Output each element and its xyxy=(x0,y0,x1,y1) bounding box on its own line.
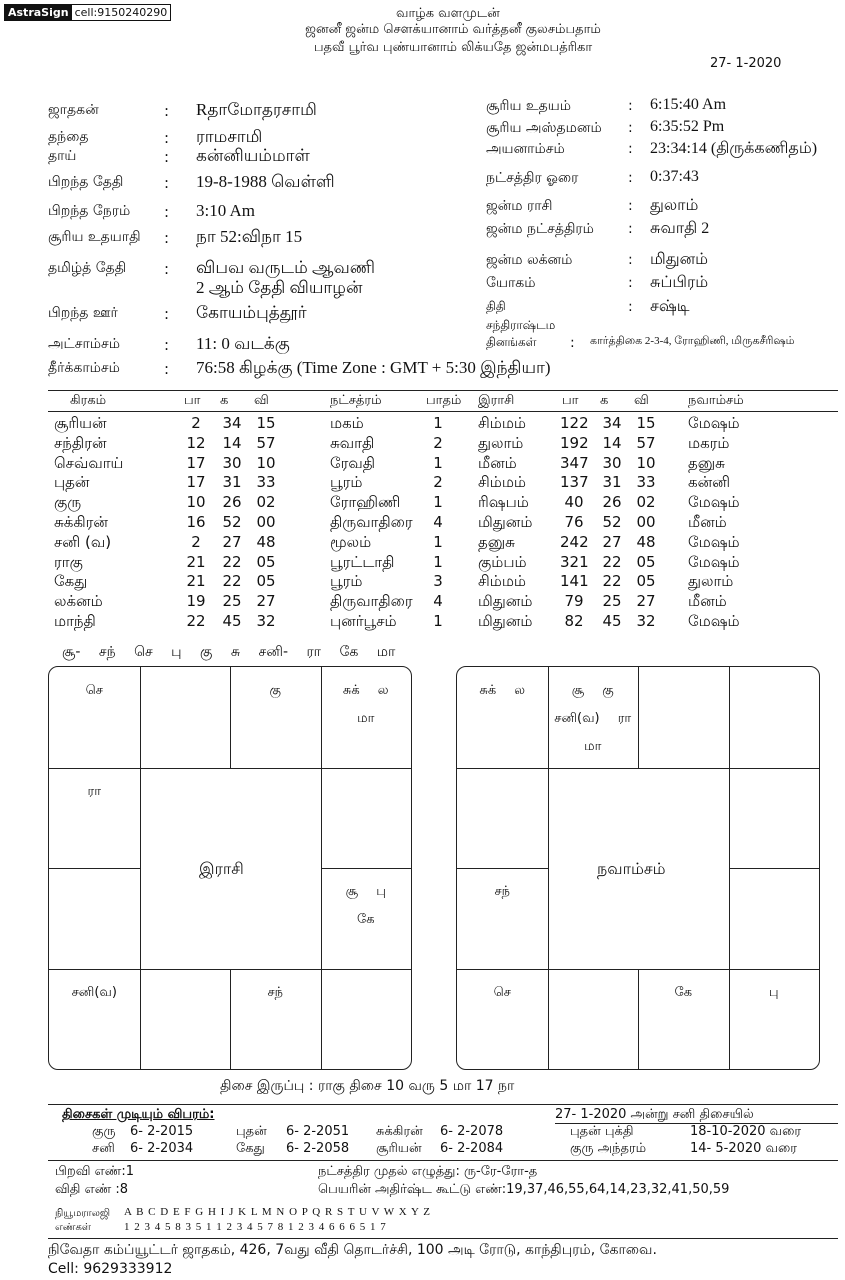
table-cell: 2 xyxy=(191,414,201,432)
detail-value: ராமசாமி xyxy=(196,127,263,146)
chart-box-text: சுக் ல xyxy=(342,683,389,698)
table-cell: மேஷம் xyxy=(688,552,740,571)
table-cell: மேஷம் xyxy=(688,414,740,432)
chart-box-text: சந் xyxy=(494,884,511,899)
brand-logo: AstraSign xyxy=(5,5,72,20)
table-cell: பூரட்டாதி xyxy=(330,552,395,571)
table-cell: 1 xyxy=(433,532,443,551)
detail-value: 23:34:14 (திருக்கணிதம்) xyxy=(650,140,818,157)
table-cell: திருவாதிரை xyxy=(330,513,413,531)
detail-label: தமிழ்த் தேதி xyxy=(48,260,127,276)
chart-box xyxy=(321,683,412,739)
numerology-label: நியூமராலஜி xyxy=(55,1208,111,1219)
dasa-cell: புதன் xyxy=(236,1124,267,1139)
grid-line xyxy=(49,868,140,869)
detail-colon: : xyxy=(164,203,170,221)
detail-colon: : xyxy=(628,252,633,268)
table-cell: சிம்மம் xyxy=(478,572,526,591)
detail-label: சூரிய அஸ்தமனம் xyxy=(486,120,602,136)
detail-label: சூரிய உதயம் xyxy=(486,98,572,114)
table-cell: 25 xyxy=(602,592,622,611)
table-cell: 10 xyxy=(256,453,276,472)
grid-line xyxy=(457,768,819,769)
table-cell: 17 xyxy=(186,453,206,472)
table-cell: திருவாதிரை xyxy=(330,592,413,611)
dasa-cell: கேது xyxy=(236,1141,265,1156)
chart-box-text: மா xyxy=(357,711,375,726)
chart-box-text: சனி(வ) xyxy=(71,984,117,1000)
table-cell: லக்னம் xyxy=(54,592,103,611)
detail-label: ஜன்ம ராசி xyxy=(486,198,553,214)
chart-box-text: சந் xyxy=(267,984,284,1000)
table-cell: 82 xyxy=(564,612,584,630)
rasi-title: இராசி xyxy=(199,859,244,878)
detail-value: விபவ வருடம் ஆவணி xyxy=(196,258,376,277)
table-cell: தனுசு xyxy=(688,453,725,472)
table-cell: 79 xyxy=(564,592,584,611)
chart-box xyxy=(457,884,548,912)
table-cell: 192 xyxy=(560,433,589,452)
detail-label: பிறந்த ஊர் xyxy=(48,305,118,321)
dasa-cell: சுக்கிரன் xyxy=(376,1124,423,1139)
destiny-number: விதி எண் :8 xyxy=(55,1182,129,1197)
grid-line xyxy=(140,667,141,1069)
dasa-cell: 6- 2-2034 xyxy=(130,1141,194,1156)
chart-box xyxy=(548,683,639,767)
detail-colon: : xyxy=(628,98,633,114)
table-cell: 26 xyxy=(602,493,622,512)
footer-cell: Cell: 9629333912 xyxy=(48,1261,173,1277)
table-cell: 22 xyxy=(602,552,622,571)
table-cell: 21 xyxy=(186,572,206,591)
detail-label: ஜன்ம லக்னம் xyxy=(486,252,573,268)
table-cell: மேஷம் xyxy=(688,532,740,551)
table-cell: 1 xyxy=(433,612,443,630)
table-cell: துலாம் xyxy=(478,433,524,452)
chart-box xyxy=(457,985,548,1013)
detail-value: சுப்பிரம் xyxy=(650,274,709,291)
table-cell: 2 xyxy=(191,532,201,551)
table-cell: 27 xyxy=(256,592,276,611)
bhukti-value: 18-10-2020 வரை xyxy=(690,1124,802,1139)
dasa-cell: 6- 2-2084 xyxy=(440,1141,504,1156)
table-cell: 141 xyxy=(560,572,589,591)
table-header: நட்சத்ரம் xyxy=(330,393,382,408)
table-cell: 26 xyxy=(222,493,242,512)
table-cell: 22 xyxy=(602,572,622,591)
table-cell: 2 xyxy=(433,433,443,452)
detail-colon: : xyxy=(164,174,170,192)
detail-colon: : xyxy=(164,229,170,247)
detail-colon: : xyxy=(628,299,633,315)
detail-value: 6:15:40 Am xyxy=(650,96,727,113)
table-header: பா xyxy=(184,393,201,408)
header-date: 27- 1-2020 xyxy=(710,56,782,71)
table-cell: மிதுனம் xyxy=(478,612,533,630)
dasa-cell: 6- 2-2015 xyxy=(130,1124,194,1139)
table-cell: 3 xyxy=(433,572,443,591)
grid-line xyxy=(729,868,820,869)
detail-value: கன்னியம்மாள் xyxy=(196,146,310,165)
chart-box xyxy=(230,985,321,1013)
detail-colon: : xyxy=(628,275,633,291)
table-cell: 45 xyxy=(602,612,622,630)
table-cell: 40 xyxy=(564,493,584,512)
table-cell: கன்னி xyxy=(688,473,731,492)
grid-line xyxy=(457,969,819,970)
dasa-cell: 6- 2-2078 xyxy=(440,1124,504,1139)
table-cell: 05 xyxy=(256,552,276,571)
table-cell: மேஷம் xyxy=(688,612,740,630)
table-cell: குரு xyxy=(54,493,82,512)
table-cell: சூரியன் xyxy=(54,414,107,432)
detail-label: திதி xyxy=(486,299,506,313)
detail-label: அயனாம்சம் xyxy=(486,141,565,157)
dasa-right-heading: 27- 1-2020 அன்று சனி திசையில் xyxy=(555,1107,838,1124)
dasa-cell: 6- 2-2058 xyxy=(286,1141,350,1156)
table-cell: 15 xyxy=(256,414,276,432)
table-cell: ராகு xyxy=(54,552,83,571)
table-cell: மிதுனம் xyxy=(478,592,533,611)
detail-value: 2 ஆம் தேதி வியாழன் xyxy=(196,278,363,297)
table-cell: 4 xyxy=(433,592,443,611)
detail-label: அட்சாம்சம் xyxy=(48,336,121,352)
chart-box xyxy=(457,683,548,711)
table-cell: 22 xyxy=(222,552,242,571)
chart-box-text: சூ கு xyxy=(571,683,614,698)
detail-label: பிறந்த நேரம் xyxy=(48,203,131,219)
detail-label: தந்தை xyxy=(48,129,89,145)
chart-box-text: கு xyxy=(269,683,281,698)
table-cell: மூலம் xyxy=(330,532,372,551)
detail-colon: : xyxy=(164,102,170,120)
header-line-2: ஜனனீ ஜன்ம சௌக்யானாம் வர்த்தனீ குலசம்பதாம் xyxy=(305,22,601,37)
table-cell: 00 xyxy=(636,513,656,531)
star-first-letter: நட்சத்திர முதல் எழுத்து: ரு-ரே-ரோ-த xyxy=(318,1164,538,1179)
header-line-1: வாழ்க வளமுடன் xyxy=(396,6,500,21)
detail-value: கோயம்புத்தூர் xyxy=(196,303,307,322)
table-header: வி xyxy=(254,393,269,408)
birth-number: பிறவி எண்:1 xyxy=(55,1164,134,1179)
table-cell: 05 xyxy=(636,572,656,591)
table-cell: 21 xyxy=(186,552,206,571)
detail-colon: : xyxy=(164,360,170,378)
table-cell: 1 xyxy=(433,552,443,571)
table-cell: 30 xyxy=(222,453,242,472)
table-cell: 22 xyxy=(186,612,206,630)
table-header: பா xyxy=(562,393,579,408)
table-cell: 48 xyxy=(256,532,276,551)
table-header: க xyxy=(600,393,609,408)
grid-line xyxy=(321,868,412,869)
chart-box-text: சுக் ல xyxy=(479,683,526,698)
chart-box-text: சூ பு xyxy=(345,884,386,899)
table-cell: மகம் xyxy=(330,414,364,432)
table-header: வி xyxy=(634,393,649,408)
detail-value: மிதுனம் xyxy=(650,251,709,268)
chart-box xyxy=(729,985,820,1013)
detail-label: பிறந்த தேதி xyxy=(48,174,124,190)
table-cell: 57 xyxy=(256,433,276,452)
detail-label: சந்திராஷ்டம xyxy=(486,318,556,332)
table-cell: 30 xyxy=(602,453,622,472)
table-cell: 27 xyxy=(222,532,242,551)
table-cell: சந்திரன் xyxy=(54,433,107,452)
table-cell: 12 xyxy=(186,433,206,452)
table-cell: தனுசு xyxy=(478,532,515,551)
table-header: க xyxy=(220,393,229,408)
table-cell: 33 xyxy=(256,473,276,492)
navamsa-title: நவாம்சம் xyxy=(597,859,666,878)
detail-label: யோகம் xyxy=(486,275,536,291)
table-cell: 15 xyxy=(636,414,656,432)
detail-colon: : xyxy=(628,198,633,214)
detail-value: சஷ்டி xyxy=(650,298,690,315)
detail-label: தாய் xyxy=(48,148,77,164)
detail-colon: : xyxy=(164,336,170,354)
table-cell: 31 xyxy=(602,473,622,492)
table-top-rule xyxy=(48,390,838,391)
chart-box xyxy=(638,985,729,1013)
navamsa-chart xyxy=(456,666,820,1070)
table-cell: 34 xyxy=(602,414,622,432)
table-cell: 48 xyxy=(636,532,656,551)
table-header: நவாம்சம் xyxy=(688,393,744,408)
abbrev-legend: சூ- சந் செ பு கு சு சனி- ரா கே மா xyxy=(62,644,396,660)
table-cell: 52 xyxy=(602,513,622,531)
table-cell: 122 xyxy=(560,414,589,432)
grid-line xyxy=(49,768,411,769)
astrasign-badge xyxy=(4,4,171,21)
table-cell: 10 xyxy=(186,493,206,512)
table-cell: ரோஹிணி xyxy=(330,493,401,512)
table-cell: 05 xyxy=(256,572,276,591)
footer-rule xyxy=(48,1238,838,1239)
detail-value: 3:10 Am xyxy=(196,201,256,220)
grid-line xyxy=(49,969,411,970)
detail-value: சுவாதி 2 xyxy=(650,220,710,237)
table-header: கிரகம் xyxy=(70,393,107,408)
table-cell: 27 xyxy=(636,592,656,611)
chart-box xyxy=(49,784,140,812)
table-cell: மகரம் xyxy=(688,433,730,452)
detail-value: 76:58 கிழக்கு (Time Zone : GMT + 5:30 இந்தியா) xyxy=(196,358,551,377)
table-cell: 00 xyxy=(256,513,276,531)
table-cell: மாந்தி xyxy=(54,612,96,630)
table-cell: கேது xyxy=(54,572,88,591)
table-cell: 19 xyxy=(186,592,206,611)
chart-box xyxy=(321,884,412,940)
lucky-numbers: பெயரின் அதிர்ஷ்ட கூட்டு எண்:19,37,46,55,64,14,23,32,41,50,59 xyxy=(318,1182,730,1197)
table-cell: பூரம் xyxy=(330,473,363,492)
chart-box xyxy=(49,683,140,711)
detail-label: ஜாதகன் xyxy=(48,102,99,118)
table-cell: 25 xyxy=(222,592,242,611)
table-header: பாதம் xyxy=(426,393,462,408)
dasa-heading: திசைகள் முடியும் விபரம்: xyxy=(62,1107,215,1122)
detail-value: 19-8-1988 வெள்ளி xyxy=(196,172,335,191)
table-cell: 32 xyxy=(636,612,656,630)
detail-colon: : xyxy=(628,170,633,186)
detail-label: தினங்கள் xyxy=(486,335,537,349)
dasa-top-rule xyxy=(48,1104,838,1105)
detail-colon: : xyxy=(628,221,633,237)
table-cell: 242 xyxy=(560,532,589,551)
chart-box-text: பு xyxy=(768,984,779,1000)
detail-value: துலாம் xyxy=(650,197,699,214)
detail-colon: : xyxy=(164,260,170,278)
table-cell: 27 xyxy=(602,532,622,551)
detail-label: சூரிய உதயாதி xyxy=(48,229,141,245)
table-cell: 76 xyxy=(564,513,584,531)
rasi-chart xyxy=(48,666,412,1070)
table-cell: 02 xyxy=(256,493,276,512)
table-cell: சனி (வ) xyxy=(54,532,112,551)
table-header-rule xyxy=(48,411,838,412)
table-cell: ரேவதி xyxy=(330,453,376,472)
detail-colon: : xyxy=(628,141,633,157)
table-cell: 33 xyxy=(636,473,656,492)
table-cell: துலாம் xyxy=(688,572,734,591)
table-cell: 32 xyxy=(256,612,276,630)
table-cell: புனர்பூசம் xyxy=(330,612,397,630)
dasa-cell: சூரியன் xyxy=(376,1141,422,1156)
table-cell: ரிஷபம் xyxy=(478,493,529,512)
table-cell: சுக்கிரன் xyxy=(54,513,108,531)
table-cell: சிம்மம் xyxy=(478,473,526,492)
numerology-digits: 1 2 3 4 5 8 3 5 1 1 2 3 4 5 7 8 1 2 3 4 6 6 6 5 1 7 xyxy=(124,1221,387,1233)
table-cell: 02 xyxy=(636,493,656,512)
chart-box-text: கே xyxy=(356,912,375,927)
table-cell: 31 xyxy=(222,473,242,492)
table-cell: மீனம் xyxy=(478,453,517,472)
grid-line xyxy=(638,667,639,768)
detail-label: தீர்க்காம்சம் xyxy=(48,360,120,376)
detail-colon: : xyxy=(164,129,170,147)
detail-colon: : xyxy=(628,120,633,136)
table-cell: 52 xyxy=(222,513,242,531)
table-header: இராசி xyxy=(478,393,515,408)
detail-colon: : xyxy=(570,335,575,351)
dasa-balance: திசை இருப்பு : ராகு திசை 10 வரு 5 மா 17 நா xyxy=(220,1078,515,1094)
chart-box-text: மா xyxy=(584,739,602,754)
detail-value: 6:35:52 Pm xyxy=(650,118,725,135)
detail-value: கார்த்திகை 2-3-4, ரோஹிணி, மிருகசீரிஷம் xyxy=(590,335,795,347)
chart-box xyxy=(49,985,140,1013)
detail-value: Rதாமோதரசாமி xyxy=(196,100,317,119)
dasa-bottom-rule xyxy=(48,1160,838,1161)
table-cell: 137 xyxy=(560,473,589,492)
table-cell: 34 xyxy=(222,414,242,432)
table-cell: மேஷம் xyxy=(688,493,740,512)
table-cell: மிதுனம் xyxy=(478,513,533,531)
detail-value: 11: 0 வடக்கு xyxy=(196,334,290,353)
detail-value: நா 52:விநா 15 xyxy=(196,227,303,246)
table-cell: பூரம் xyxy=(330,572,363,591)
chart-box xyxy=(230,683,321,711)
table-cell: புதன் xyxy=(54,473,90,492)
chart-box-text: கே xyxy=(674,984,693,1000)
detail-label: ஜன்ம நட்சத்திரம் xyxy=(486,221,594,237)
footer-address: நிவேதா கம்ப்யூட்டர் ஜாதகம், 426, 7வது வீதி தொடர்ச்சி, 100 அடி ரோடு, காந்திபுரம், கோவை. xyxy=(48,1242,657,1258)
badge-phone: cell:9150240290 xyxy=(74,6,168,19)
numerology-label-2: எண்கள் xyxy=(55,1222,91,1233)
table-cell: 2 xyxy=(433,473,443,492)
chart-box-text: செ xyxy=(493,984,511,1000)
table-cell: சிம்மம் xyxy=(478,414,526,432)
detail-colon: : xyxy=(164,148,170,166)
chart-box-text: ரா xyxy=(87,783,101,799)
table-cell: 57 xyxy=(636,433,656,452)
bhukti-value: 14- 5-2020 வரை xyxy=(690,1141,798,1156)
table-cell: கும்பம் xyxy=(478,552,527,571)
table-cell: 14 xyxy=(222,433,242,452)
table-cell: 17 xyxy=(186,473,206,492)
table-cell: சுவாதி xyxy=(330,433,375,452)
table-cell: 1 xyxy=(433,414,443,432)
table-cell: 1 xyxy=(433,453,443,472)
table-cell: 4 xyxy=(433,513,443,531)
bhukti-label: குரு அந்தரம் xyxy=(570,1141,647,1156)
numerology-letters: A B C D E F G H I J K L M N O P Q R S T U V W X Y Z xyxy=(124,1206,431,1218)
table-cell: 05 xyxy=(636,552,656,571)
table-cell: 321 xyxy=(560,552,589,571)
table-cell: செவ்வாய் xyxy=(54,453,124,472)
grid-line xyxy=(457,868,548,869)
detail-value: 0:37:43 xyxy=(650,168,699,185)
table-cell: மீனம் xyxy=(688,513,727,531)
table-cell: 10 xyxy=(636,453,656,472)
table-cell: 16 xyxy=(186,513,206,531)
detail-label: நட்சத்திர ஓரை xyxy=(486,170,579,186)
table-cell: 45 xyxy=(222,612,242,630)
table-cell: 14 xyxy=(602,433,622,452)
chart-box-text: செ xyxy=(85,683,103,698)
dasa-cell: சனி xyxy=(92,1141,115,1156)
bhukti-label: புதன் புக்தி xyxy=(570,1124,634,1139)
detail-colon: : xyxy=(164,305,170,323)
table-cell: மீனம் xyxy=(688,592,727,611)
header-line-3: பதவீ பூர்வ புண்யானாம் லிக்யதே ஜன்மபத்ரிகா xyxy=(313,40,593,55)
table-cell: 1 xyxy=(433,493,443,512)
chart-box-text: சனி(வ) ரா xyxy=(554,711,632,726)
dasa-cell: குரு xyxy=(92,1124,116,1139)
table-cell: 22 xyxy=(222,572,242,591)
dasa-cell: 6- 2-2051 xyxy=(286,1124,350,1139)
table-cell: 347 xyxy=(560,453,589,472)
